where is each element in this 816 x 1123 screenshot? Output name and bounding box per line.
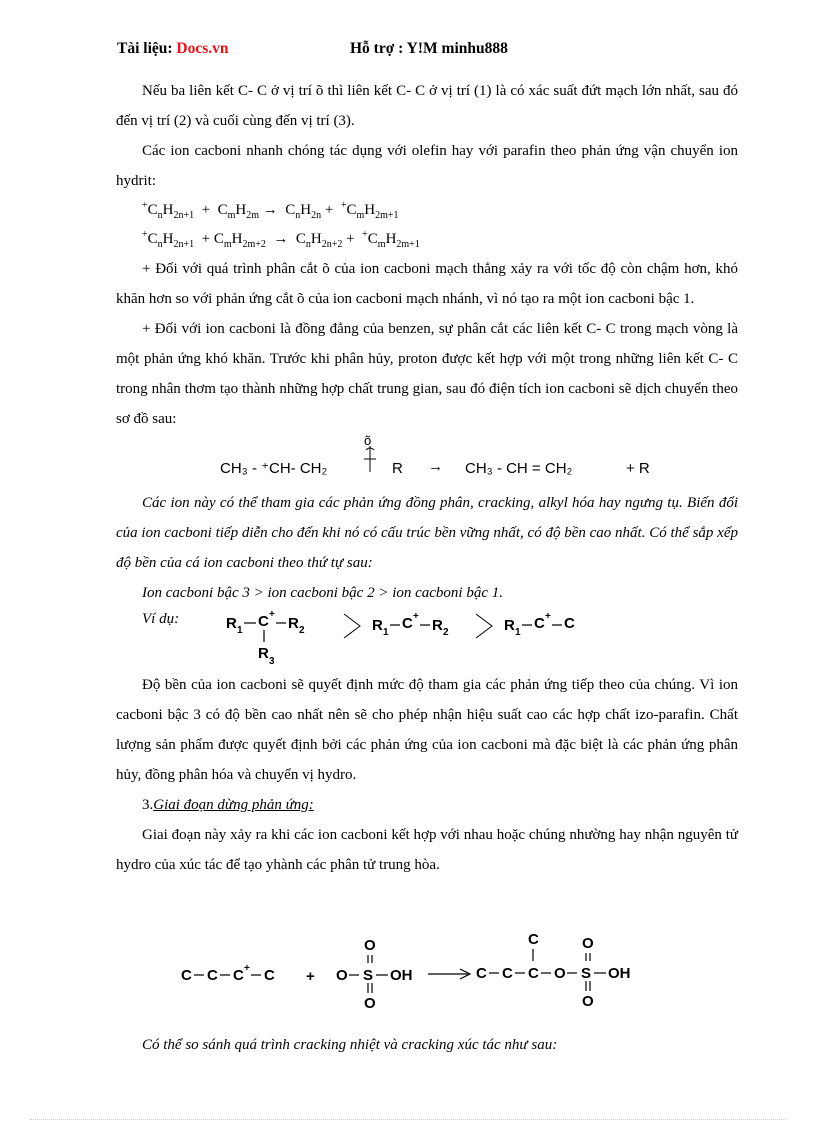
svg-text:2: 2	[299, 625, 305, 636]
document-body	[116, 76, 738, 1060]
paragraph-3: + Đối với quá trình phân cắt õ của ion cacboni mạch thẳng xảy ra với tốc độ còn chậm hơn, khó khăn hơn so với phản ứng cắt õ của ion cacboni mạch nhánh, vì nó tạo ra một ion cacboni bậc 1.	[116, 261, 738, 307]
svg-text:O: O	[582, 993, 594, 1010]
svg-text:R: R	[226, 615, 237, 632]
paragraph-5: Các ion này có thể tham gia các phản ứng đồng phân, cracking, alkyl hóa hay ngưng tụ. Biến đổi của ion cacboni tiếp diễn cho đến khi nó có cấu trúc bền vững nhất, có độ bền cao nhất. Có thể sắp xếp độ bền của cá ion cacboni theo thứ tự sau:	[116, 495, 738, 571]
scheme-beta: õ	[364, 433, 372, 448]
svg-text:C: C	[564, 615, 575, 632]
svg-text:3: 3	[269, 656, 275, 667]
paragraph-4: + Đối với ion cacboni là đồng đẳng của benzen, sự phân cắt các liên kết C- C trong mạch vòng là một phản ứng khó khăn. Trước khi phân hủy, proton được kết hợp với một trong những liên kết C- C trong nhân thơm tạo thành những hợp chất trung gian, sau đó điện tích ion cacboni sẽ dịch chuyển theo sơ đồ sau:	[116, 321, 738, 427]
svg-text:R: R	[372, 617, 383, 634]
svg-text:R: R	[258, 645, 269, 662]
example-label: Ví dụ:	[142, 611, 180, 627]
scheme-plus-r: + R	[626, 460, 650, 477]
svg-text:C: C	[181, 967, 192, 984]
svg-text:C: C	[233, 967, 244, 984]
termination-reaction	[116, 880, 738, 1030]
support-ym: Y!M	[406, 40, 438, 57]
svg-text:C: C	[528, 965, 539, 982]
svg-text:C: C	[264, 967, 275, 984]
bond-cleavage-mark	[362, 444, 378, 474]
svg-text:+: +	[269, 609, 275, 620]
svg-text:O: O	[364, 995, 376, 1012]
svg-text:C: C	[528, 931, 539, 948]
svg-text:S: S	[363, 967, 374, 984]
svg-text:C: C	[502, 965, 513, 982]
svg-text:S: S	[581, 965, 592, 982]
support-nick: minhu888	[441, 40, 508, 57]
svg-text:C: C	[207, 967, 218, 984]
svg-text:O: O	[582, 935, 594, 952]
paragraph-8: Giai đoạn này xảy ra khi các ion cacboni kết hợp với nhau hoặc chúng nhường hay nhận nguyên tử hydro của xúc tác để tạo yhành các phân tử trung hòa.	[116, 827, 738, 873]
doc-site-link[interactable]: Docs.vn	[176, 40, 229, 57]
paragraph-2: Các ion cacboni nhanh chóng tác dụng với olefin hay với parafin theo phản ứng vận chuyển ion hydrit:	[116, 143, 738, 189]
support-header	[350, 40, 508, 58]
svg-text:C: C	[258, 613, 269, 630]
section-3-number: 3.	[142, 797, 154, 813]
carbocation-stability-structures	[226, 606, 606, 670]
svg-text:R: R	[504, 617, 515, 634]
paragraph-1: Nếu ba liên kết C- C ở vị trí õ thì liên kết C- C ở vị trí (1) là có xác suất đứt mạch lớn nhất, sau đó đến vị trí (2) và cuối cùng đến vị trí (3).	[116, 83, 738, 129]
svg-text:1: 1	[515, 627, 521, 638]
reaction-scheme	[176, 920, 676, 1020]
svg-text:+: +	[244, 963, 250, 974]
svg-text:O: O	[336, 967, 348, 984]
svg-text:1: 1	[237, 625, 243, 636]
page-bottom-divider	[30, 1119, 786, 1120]
svg-text:+: +	[413, 611, 419, 622]
paragraph-7: Độ bền của ion cacboni sẽ quyết định mức độ tham gia các phản ứng tiếp theo của chúng. Vì ion cacboni bậc 3 có độ bền cao nhất nên sẽ cho phép nhận hiệu suất cao các hợp chất izo-parafin. Chất lượng sản phẩm được quyết định bởi các phản ứng của ion cacboni mà đặc biệt là các phản ứng phân hủy, đồng phân hóa và chuyển vị hydro.	[116, 677, 738, 783]
svg-text:+: +	[306, 968, 315, 985]
scheme-benzene	[116, 434, 738, 498]
svg-text:O: O	[554, 965, 566, 982]
svg-text:R: R	[432, 617, 443, 634]
scheme-r: R	[392, 460, 403, 477]
scheme-arrow: →	[428, 458, 443, 475]
equation-1: $^+C_nH_{2n+1} + C_mH_{2m} \to C_nH_{2n} + ^+C_mH_{2m+1}$	[142, 200, 399, 221]
section-3-heading	[116, 790, 738, 820]
page-header	[117, 40, 229, 58]
scheme-right: CH₃ - CH = CH₂	[465, 460, 573, 477]
example-block	[116, 608, 738, 670]
svg-text:+: +	[545, 611, 551, 622]
scheme-left: CH₃ - ⁺CH- CH₂	[220, 460, 328, 477]
support-label: Hỗ trợ :	[350, 40, 404, 57]
doc-label: Tài liệu:	[117, 40, 173, 57]
svg-text:OH: OH	[608, 965, 631, 982]
paragraph-9: Có thể so sánh quá trình cracking nhiệt và cracking xúc tác như sau:	[142, 1037, 558, 1053]
section-3-title: Giai đoạn dừng phản ứng:	[153, 797, 314, 813]
equation-2: $^+C_nH_{2n+1} + C_mH_{2m+2} \to C_nH_{2n+2} + ^+C_mH_{2m+1}$	[142, 229, 420, 250]
svg-text:C: C	[476, 965, 487, 982]
svg-text:C: C	[534, 615, 545, 632]
svg-text:R: R	[288, 615, 299, 632]
paragraph-6: Ion cacboni bậc 3 > ion cacboni bậc 2 > ion cacboni bậc 1.	[142, 585, 503, 601]
svg-text:O: O	[364, 937, 376, 954]
svg-text:C: C	[402, 615, 413, 632]
svg-text:OH: OH	[390, 967, 413, 984]
svg-text:1: 1	[383, 627, 389, 638]
svg-text:2: 2	[443, 627, 449, 638]
